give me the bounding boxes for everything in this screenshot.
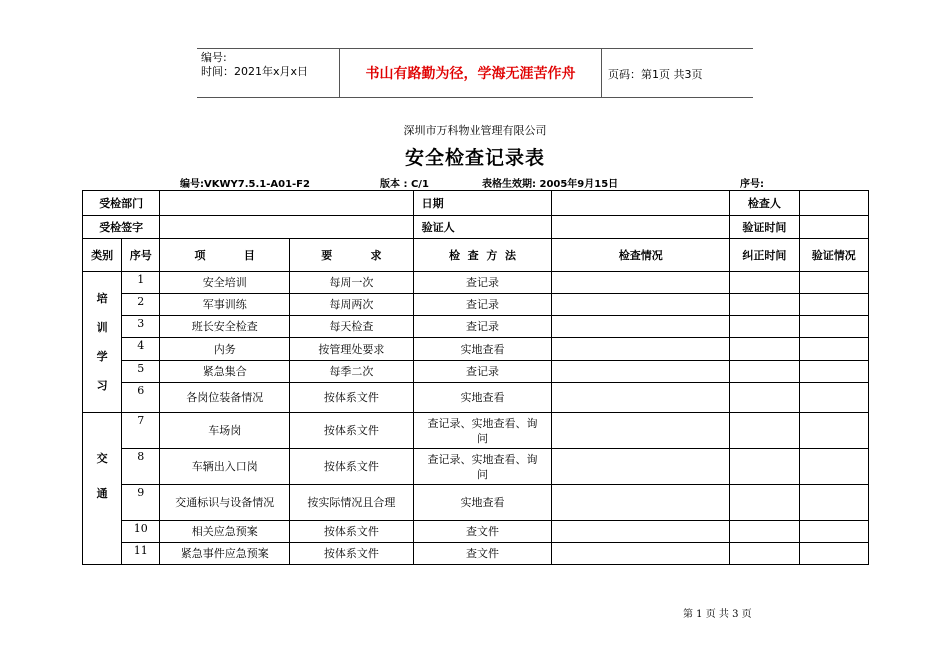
row-item: 紧急集合 <box>160 361 290 383</box>
row-method: 查记录、实地查看、询问 <box>413 413 552 449</box>
row-no: 4 <box>122 338 160 361</box>
category-training: 培 训 学 习 <box>83 272 122 413</box>
row-method: 实地查看 <box>413 338 552 361</box>
row-method: 查记录 <box>413 294 552 316</box>
document-title: 安全检查记录表 <box>404 147 545 169</box>
row-no: 6 <box>122 383 160 413</box>
header-divider <box>601 49 602 97</box>
table-row <box>83 485 869 521</box>
row-verification[interactable] <box>799 361 868 383</box>
row-verification[interactable] <box>799 413 868 449</box>
row-requirement: 按体系文件 <box>290 413 414 449</box>
row-verification[interactable] <box>799 543 868 565</box>
row-item: 班长安全检查 <box>160 316 290 338</box>
page-label: 页码：第1页 共3页 <box>608 68 703 81</box>
signature-label: 受检签字 <box>83 216 160 239</box>
row-method: 实地查看 <box>413 485 552 521</box>
row-method: 查记录、实地查看、询问 <box>413 449 552 485</box>
row-verification[interactable] <box>799 449 868 485</box>
row-item: 交通标识与设备情况 <box>160 485 290 521</box>
row-status[interactable] <box>552 485 730 521</box>
row-status[interactable] <box>552 543 730 565</box>
row-item: 安全培训 <box>160 272 290 294</box>
page-header <box>197 48 753 98</box>
row-item: 相关应急预案 <box>160 521 290 543</box>
row-item: 车辆出入口岗 <box>160 449 290 485</box>
row-requirement: 每季二次 <box>290 361 414 383</box>
row-item: 车场岗 <box>160 413 290 449</box>
row-status[interactable] <box>552 361 730 383</box>
category-traffic: 交 通 <box>83 413 122 565</box>
row-correction[interactable] <box>730 413 799 449</box>
row-requirement: 按体系文件 <box>290 383 414 413</box>
table-row <box>83 543 869 565</box>
col-seq: 序号 <box>122 239 160 272</box>
row-status[interactable] <box>552 521 730 543</box>
row-no: 2 <box>122 294 160 316</box>
row-correction[interactable] <box>730 521 799 543</box>
row-no: 10 <box>122 521 160 543</box>
row-correction[interactable] <box>730 272 799 294</box>
row-status[interactable] <box>552 383 730 413</box>
row-status[interactable] <box>552 316 730 338</box>
row-item: 各岗位装备情况 <box>160 383 290 413</box>
row-verification[interactable] <box>799 383 868 413</box>
row-correction[interactable] <box>730 383 799 413</box>
table-row <box>83 413 869 449</box>
table-row <box>83 338 869 361</box>
row-requirement: 每周一次 <box>290 272 414 294</box>
row-correction[interactable] <box>730 316 799 338</box>
col-verification: 验证情况 <box>799 239 868 272</box>
table-row <box>83 383 869 413</box>
row-no: 3 <box>122 316 160 338</box>
col-method: 检 查 方 法 <box>413 239 552 272</box>
row-method: 查文件 <box>413 543 552 565</box>
row-no: 5 <box>122 361 160 383</box>
page-footer: 第 1 页 共 3 页 <box>683 609 752 620</box>
number-label: 编号: <box>201 51 227 64</box>
col-requirement: 要 求 <box>290 239 414 272</box>
row-correction[interactable] <box>730 294 799 316</box>
row-requirement: 按体系文件 <box>290 449 414 485</box>
date-value[interactable] <box>552 191 730 216</box>
verifier-label: 验证人 <box>413 216 552 239</box>
row-correction[interactable] <box>730 338 799 361</box>
row-no: 9 <box>122 485 160 521</box>
col-status: 检查情况 <box>552 239 730 272</box>
motto: 书山有路勤为径，学海无涯苦作舟 <box>365 66 576 82</box>
table-row <box>83 521 869 543</box>
col-item: 项 目 <box>160 239 290 272</box>
row-status[interactable] <box>552 413 730 449</box>
row-verification[interactable] <box>799 485 868 521</box>
row-verification[interactable] <box>799 272 868 294</box>
col-category: 类别 <box>83 239 122 272</box>
row-no: 11 <box>122 543 160 565</box>
form-code: 编号:VKWY7.5.1-A01-F2 <box>180 179 310 190</box>
dept-value[interactable] <box>160 191 413 216</box>
row-correction[interactable] <box>730 361 799 383</box>
row-requirement: 每天检查 <box>290 316 414 338</box>
company-name: 深圳市万科物业管理有限公司 <box>403 124 547 137</box>
row-correction[interactable] <box>730 449 799 485</box>
verify-time-label: 验证时间 <box>730 216 799 239</box>
table-row <box>83 449 869 485</box>
row-item: 内务 <box>160 338 290 361</box>
verifier-value[interactable] <box>552 216 730 239</box>
col-correction: 纠正时间 <box>730 239 799 272</box>
header-left <box>201 51 336 79</box>
row-requirement: 按体系文件 <box>290 521 414 543</box>
date-label: 日期 <box>413 191 552 216</box>
inspection-table <box>82 190 869 565</box>
form-effective-date: 表格生效期: 2005年9月15日 <box>482 179 619 190</box>
row-item: 紧急事件应急预案 <box>160 543 290 565</box>
row-requirement: 每周两次 <box>290 294 414 316</box>
dept-label: 受检部门 <box>83 191 160 216</box>
form-seq: 序号: <box>740 179 764 190</box>
row-method: 实地查看 <box>413 383 552 413</box>
row-method: 查记录 <box>413 316 552 338</box>
row-method: 查文件 <box>413 521 552 543</box>
table-row <box>83 272 869 294</box>
table-row <box>83 361 869 383</box>
row-method: 查记录 <box>413 361 552 383</box>
row-status[interactable] <box>552 338 730 361</box>
inspector-label: 检查人 <box>730 191 799 216</box>
row-no: 7 <box>122 413 160 449</box>
row-verification[interactable] <box>799 338 868 361</box>
table-row <box>83 316 869 338</box>
row-requirement: 按管理处要求 <box>290 338 414 361</box>
row-verification[interactable] <box>799 521 868 543</box>
row-status[interactable] <box>552 272 730 294</box>
row-correction[interactable] <box>730 485 799 521</box>
row-requirement: 按体系文件 <box>290 543 414 565</box>
row-no: 8 <box>122 449 160 485</box>
signature-value[interactable] <box>160 216 413 239</box>
inspector-value[interactable] <box>799 191 868 216</box>
row-requirement: 按实际情况且合理 <box>290 485 414 521</box>
row-item: 军事训练 <box>160 294 290 316</box>
row-verification[interactable] <box>799 294 868 316</box>
verify-time-value[interactable] <box>799 216 868 239</box>
form-version: 版本 : C/1 <box>380 179 429 190</box>
row-status[interactable] <box>552 449 730 485</box>
row-status[interactable] <box>552 294 730 316</box>
row-no: 1 <box>122 272 160 294</box>
row-method: 查记录 <box>413 272 552 294</box>
time-label: 时间：2021年x月x日 <box>201 65 309 78</box>
row-correction[interactable] <box>730 543 799 565</box>
row-verification[interactable] <box>799 316 868 338</box>
table-row <box>83 294 869 316</box>
